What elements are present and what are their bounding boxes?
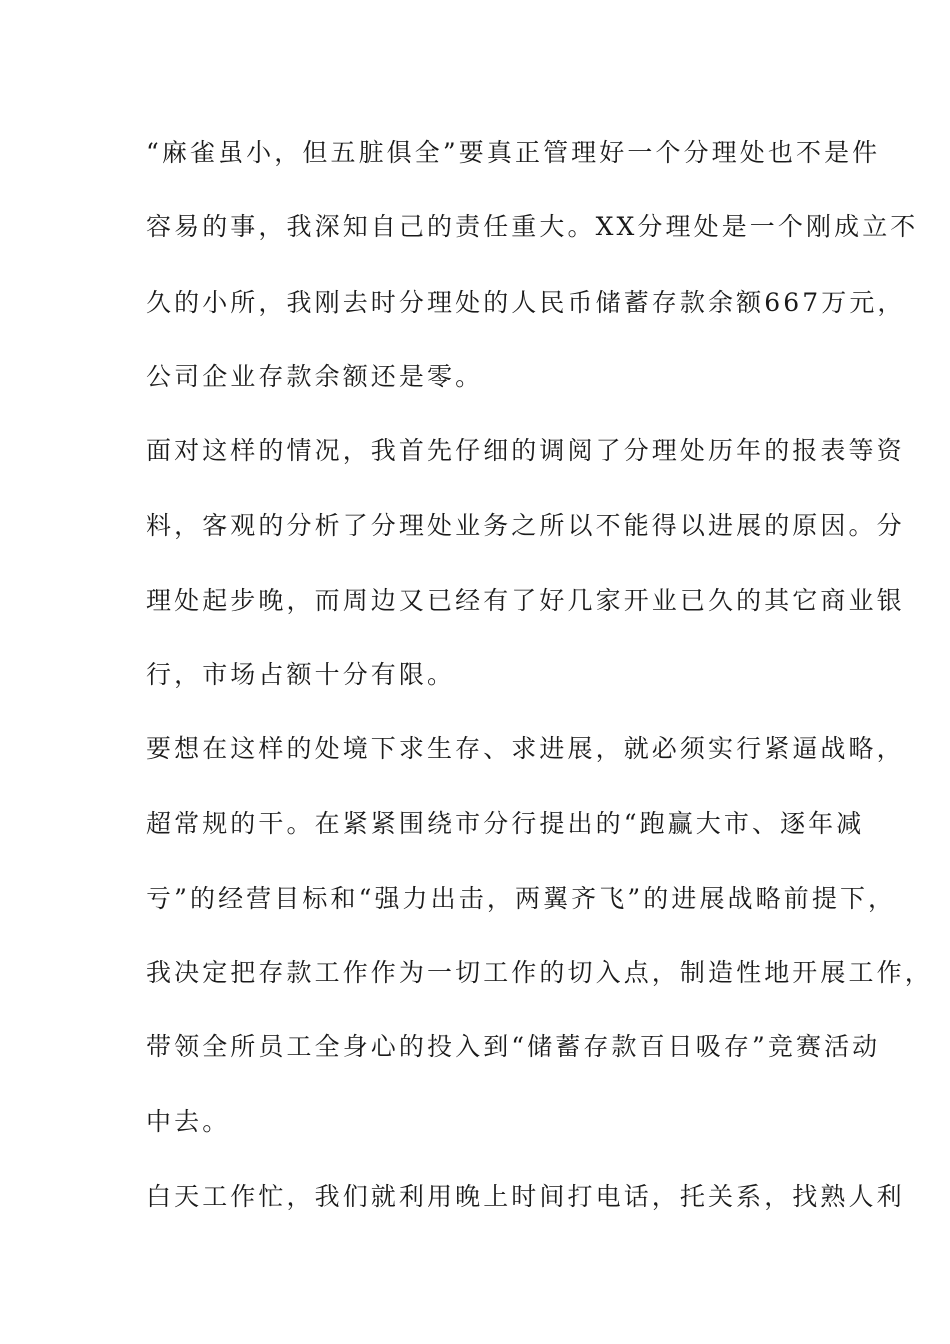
text-line-5: 面对这样的情况，我首先仔细的调阅了分理处历年的报表等资 — [146, 436, 905, 465]
text-line-12: 我决定把存款工作作为一切工作的切入点，制造性地开展工作， — [146, 958, 933, 987]
text-line-14: 中去。 — [146, 1107, 231, 1136]
text-line-9: 要想在这样的处境下求生存、求进展，就必须实行紧逼战略， — [146, 734, 905, 763]
text-line-3: 久的小所，我刚去时分理处的人民币储蓄存款余额667万元， — [146, 288, 906, 317]
text-line-1: “麻雀虽小，但五脏俱全”要真正管理好一个分理处也不是件 — [146, 138, 881, 167]
text-line-7: 理处起步晚，而周边又已经有了好几家开业已久的其它商业银 — [146, 586, 905, 615]
text-line-4: 公司企业存款余额还是零。 — [146, 362, 484, 391]
text-line-15: 白天工作忙，我们就利用晚上时间打电话，托关系，找熟人利 — [146, 1182, 905, 1211]
text-line-6: 料，客观的分析了分理处业务之所以不能得以进展的原因。分 — [146, 511, 905, 540]
text-line-11: 亏”的经营目标和“强力出击，两翼齐飞”的进展战略前提下， — [146, 884, 897, 913]
text-line-8: 行，市场占额十分有限。 — [146, 660, 456, 689]
text-line-2: 容易的事，我深知自己的责任重大。XX分理处是一个刚成立不 — [146, 212, 919, 241]
text-line-13: 带领全所员工全身心的投入到“储蓄存款百日吸存”竞赛活动 — [146, 1032, 881, 1061]
text-line-10: 超常规的干。在紧紧围绕市分行提出的“跑赢大市、逐年减 — [146, 809, 865, 838]
